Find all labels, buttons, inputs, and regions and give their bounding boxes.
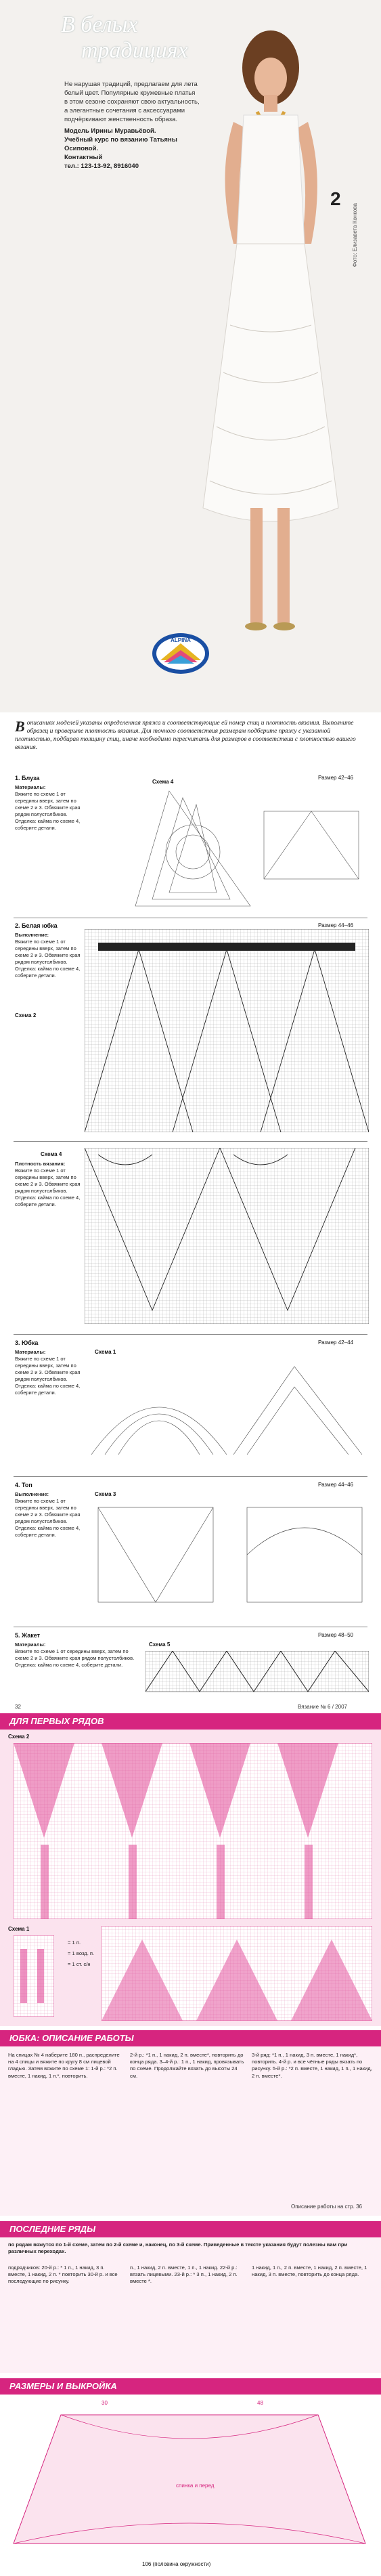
description-col2: 2-й р.: *1 п., 1 накид, 2 п. вместе*, повторить до конца ряда. 3–4-й р.: 1 п., 1 накид, провязывать по схеме. Продолжайте вязать до высоты 24 см. bbox=[130, 2052, 244, 2079]
legend-item-3: = 1 ст. с/н bbox=[68, 1961, 91, 1967]
section-3-scheme: Схема 1 bbox=[95, 1349, 116, 1355]
pink-scheme-1: Схема 1 bbox=[8, 1926, 30, 1932]
section-3-body: Вяжите по схеме 1 от середины вверх, затем по схеме 2 и 3. Обвяжите края рядом полустолбиков. Отделка: кайма по схеме 4, соберите детали. bbox=[15, 1356, 81, 1396]
divider-3 bbox=[14, 1334, 367, 1335]
page-number-left: 32 bbox=[15, 1704, 21, 1710]
last-rows-col2: п., 1 накид, 2 п. вместе, 1 п., 1 накид. 22-й р.: вязать лицевыми. 23-й р.: * 3 п., 1 накид, 2 п. вместе *. bbox=[130, 2264, 238, 2285]
hero-section bbox=[0, 0, 381, 712]
description-col1: На спицах № 4 наберите 180 п., распределите на 4 спицы и вяжите по кругу 8 см лицевой гладью. Затем вяжите по схеме 1: 1-й р.: *2 п. вместе, 1 накид, 1 п.*, повторить. bbox=[8, 2052, 120, 2079]
section-1-title: 1. Блуза bbox=[15, 775, 40, 781]
density-body: Вяжите по схеме 1 от середины вверх, затем по схеме 2 и 3. Обвяжите края рядом полустолбиков. Отделка: кайма по схеме 4, соберите детали. bbox=[15, 1167, 81, 1207]
description-source: Описание работы на стр. 36 bbox=[291, 2204, 362, 2210]
pink-scheme-2: Схема 2 bbox=[8, 1734, 30, 1740]
pink-charts-section bbox=[0, 1730, 381, 2026]
dim-right: 48 bbox=[257, 2400, 263, 2406]
section-2-text bbox=[15, 932, 83, 979]
legend-item-2: = 1 возд. п. bbox=[68, 1950, 95, 1956]
section-4-body: Вяжите по схеме 1 от середины вверх, затем по схеме 2 и 3. Обвяжите края рядом полустолбиков. Отделка: кайма по схеме 4, соберите детали. bbox=[15, 1498, 81, 1538]
sizes-footer: 106 (половина окружности) bbox=[142, 2561, 211, 2567]
section-1-scheme: Схема 4 bbox=[152, 779, 174, 785]
section-5-scheme: Схема 5 bbox=[149, 1641, 171, 1648]
patterns-area bbox=[0, 772, 381, 2026]
section-3-materials: Материалы: bbox=[15, 1349, 46, 1355]
section-4-title: 4. Топ bbox=[15, 1482, 32, 1488]
course-label: Учебный курс по вязанию Татьяны Осиповой. bbox=[64, 136, 177, 152]
sizes-section bbox=[0, 2395, 381, 2576]
last-rows-col1: подрядчиков: 20-й р.: * 1 п., 1 накид, 3 п. вместе, 1 накид, 2 п. * повторить 30-й р. и все последующие по рисунку. bbox=[8, 2264, 118, 2285]
density-text bbox=[15, 1161, 83, 1208]
pattern-diagram bbox=[7, 2401, 374, 2557]
intro-lead: В bbox=[15, 718, 25, 735]
section-3-size: Размер 42–44 bbox=[318, 1339, 353, 1346]
section-4-execution: Выполнение: bbox=[15, 1491, 49, 1497]
dim-left: 30 bbox=[102, 2400, 108, 2406]
density-label: Плотность вязания: bbox=[15, 1161, 66, 1167]
last-rows-section bbox=[0, 2237, 381, 2373]
section-1-size: Размер 42–46 bbox=[318, 775, 353, 781]
section-4-scheme: Схема 3 bbox=[95, 1491, 116, 1497]
pink-chart-small bbox=[14, 1935, 54, 2017]
logo-text: ALPINA bbox=[171, 637, 191, 643]
magazine-issue: Вязание № 6 / 2007 bbox=[298, 1704, 347, 1710]
section-4-size: Размер 44–46 bbox=[318, 1482, 353, 1488]
legend-item-1: = 1 п. bbox=[68, 1939, 81, 1946]
section-3-chart bbox=[91, 1360, 369, 1468]
section-4-chart bbox=[91, 1501, 369, 1616]
model-photo bbox=[169, 20, 359, 697]
section-5-body: Вяжите по схеме 1 от середины вверх, затем по схеме 2 и 3. Обвяжите края рядом полустолбиков. Отделка: кайма по схеме 4, соберите детали. bbox=[15, 1648, 135, 1668]
section-2-body: Вяжите по схеме 1 от середины вверх, затем по схеме 2 и 3. Обвяжите края рядом полустолбиков. Отделка: кайма по схеме 4, соберите детали. bbox=[15, 939, 81, 979]
title-line2: традициях bbox=[81, 38, 188, 63]
section-2-size: Размер 44–46 bbox=[318, 922, 353, 928]
section-1-body: Вяжите по схеме 1 от середины вверх, затем по схеме 2 и 3. Обвяжите края рядом полустолбиков. Отделка: кайма по схеме 4, соберите детали. bbox=[15, 791, 81, 831]
alpina-logo bbox=[150, 630, 211, 677]
hero-paragraph: Не нарушая традиций, предлагаем для лета белый цвет. Популярные кружевные платья в этом сезоне сохраняют свою актуальность, а элегантные сочетания с аксессуарами подчёркивают женственность образа. bbox=[64, 81, 200, 123]
front-back-label: спинка и перед bbox=[176, 2483, 215, 2489]
section-1-text bbox=[15, 784, 89, 832]
description-section bbox=[0, 2046, 381, 2216]
model-number: 2 bbox=[330, 188, 341, 209]
phone: тел.: 123-13-92, 8916040 bbox=[64, 163, 139, 170]
divider-4 bbox=[14, 1476, 367, 1477]
section-2b-scheme: Схема 4 bbox=[41, 1151, 62, 1157]
section-5-chart bbox=[145, 1651, 369, 1698]
section-4-text bbox=[15, 1491, 89, 1539]
last-rows-note: по рядам вяжутся по 1-й схеме, затем по 2-й схеме и, наконец, по 3-й схеме. Приведенные в тексте указания будут полезны вам при различных переходах. bbox=[8, 2241, 348, 2255]
pink-chart-main bbox=[14, 1743, 372, 1919]
section-1-chart bbox=[95, 784, 365, 913]
execution-label: Выполнение: bbox=[15, 932, 49, 938]
intro-paragraph bbox=[0, 715, 381, 767]
sizes-header: РАЗМЕРЫ И ВЫКРОЙКА bbox=[0, 2378, 381, 2395]
section-2-chart bbox=[85, 929, 369, 1132]
materials-label: Материалы: bbox=[15, 784, 46, 790]
description-header: ЮБКА: ОПИСАНИЕ РАБОТЫ bbox=[0, 2030, 381, 2046]
contacts-label: Контактный bbox=[64, 154, 103, 161]
description-col3: 3-й ряд: *1 п., 1 накид, 3 п. вместе, 1 накид*, повторить. 4-й р. и все чётные ряды вязать по рисунку. 5-й р.: *2 п. вместе, 1 накид, 1 п., 1 накид, 2 п. вместе*. bbox=[252, 2052, 372, 2079]
section-5-materials: Материалы: bbox=[15, 1641, 46, 1648]
photo-credit: Фото: Елизавета Конкова bbox=[352, 203, 358, 267]
section-3-text bbox=[15, 1349, 89, 1396]
model-label: Модель Ирины Муравьёвой. bbox=[64, 127, 156, 135]
last-rows-header: ПОСЛЕДНИЕ РЯДЫ bbox=[0, 2221, 381, 2237]
intro-text: описаниях моделей указаны определенная пряжа и соответствующие ей номер спиц и плотность вязания. Выполните образец и проверьте плотность вязания. Для точного соответствия размерам подберите пряжу с указанной плотностью, подбирая толщину спиц, иначе необходимо пересчитать для размеров в соответствии с плотностью вашего вязания. bbox=[15, 720, 356, 751]
pink-chart-bottom bbox=[102, 1926, 372, 2021]
section-2-scheme: Схема 2 bbox=[15, 1012, 37, 1018]
title-line1: В белых bbox=[61, 12, 138, 37]
pink-charts-header: ДЛЯ ПЕРВЫХ РЯДОВ bbox=[0, 1713, 381, 1730]
section-2b-chart bbox=[85, 1148, 369, 1324]
section-5-size: Размер 48–50 bbox=[318, 1632, 353, 1638]
section-2-title: 2. Белая юбка bbox=[15, 922, 58, 929]
divider-2 bbox=[14, 1141, 367, 1142]
last-rows-col3: 1 накид, 1 п., 2 п. вместе, 1 накид, 2 п. вместе, 1 накид, 3 п. вместе, повторить до конца ряда. bbox=[252, 2264, 367, 2278]
section-5-title: 5. Жакет bbox=[15, 1632, 41, 1639]
section-5-text bbox=[15, 1641, 137, 1669]
section-3-title: 3. Юбка bbox=[15, 1339, 39, 1346]
